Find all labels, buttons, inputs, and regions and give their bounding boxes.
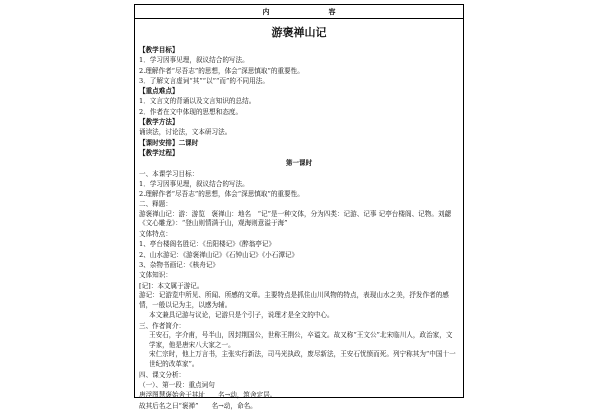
lesson-line: 三、作者简介： xyxy=(139,321,186,330)
lesson-line: （一）、第一段：重点词句 xyxy=(139,381,215,390)
lesson-line: 本文兼具记游与议论，记游只是个引子，说理才是全文的中心。 xyxy=(149,311,334,320)
objective-item: 1．学习因事见理，叙议结合的写法。 xyxy=(139,56,249,65)
lesson-line: 2.理解作者“尽吾志”的思想，体会“深思慎取”的重要性。 xyxy=(139,190,304,199)
key-point-item: 2．作者在文中体现的思想和态度。 xyxy=(139,107,243,116)
lesson-line: 四、课文分析： xyxy=(139,370,186,379)
process-heading: 【教学过程】 xyxy=(139,148,179,157)
lesson-line: 1、亭台楼阁名胜记：《岳阳楼记》《醉翁亭记》 xyxy=(139,240,276,249)
objectives-heading: 【教学目标】 xyxy=(139,46,179,54)
lesson-paragraph: 游记：记游览中所见、所闻、所感的文章。主要特点是抓住山川风物的特点，表现山水之美，抒发作者的感情，一般以记为主，以感为辅。 xyxy=(139,290,449,309)
schedule-value: 二课时 xyxy=(178,138,199,147)
key-point-item: 1．文言文的背诵以及文言知识的总结。 xyxy=(139,97,256,106)
lesson-paragraph: 宋仁宗时，他上万言书，主张实行新法，司马光执政，废尽新法，王安石忧愤而死。列宁称其为“中国十一世纪的改革家”。 xyxy=(149,350,456,369)
lesson-line: 3、杂物书画记：《核舟记》 xyxy=(139,261,220,270)
page-title: 游褒禅山记 xyxy=(271,26,327,39)
lesson-line: 1．学习因事见理，叙议结合的写法。 xyxy=(139,179,249,188)
lesson-line: 文体知识： xyxy=(139,271,172,280)
lesson-line: 文体特点： xyxy=(139,230,172,239)
document-page xyxy=(134,4,464,410)
lesson-line: 故其后名之曰“褒禅” 名→动，命名。 xyxy=(139,401,257,410)
schedule-heading: 【课时安排】 xyxy=(139,138,179,147)
lesson-line: 一、本课学习目标： xyxy=(139,169,199,178)
key-points-heading: 【重点难点】 xyxy=(139,87,179,96)
lesson-line: [记]：本文属于游记。 xyxy=(139,281,204,290)
objective-item: 3．了解文言虚词“其”“以”“而”的不同用法。 xyxy=(139,76,269,85)
objective-item: 2.理解作者“尽吾志”的思想，体会“深思慎取”的重要性。 xyxy=(139,66,304,75)
lesson-heading: 第一课时 xyxy=(285,159,313,168)
methods-text: 诵读法，讨论法，文本研习法。 xyxy=(139,128,232,137)
table-header: 内 容 xyxy=(135,5,463,19)
lesson-paragraph: 王安石，字介甫，号半山，因封荆国公，世称王荆公，卒谥文。故又称“王文公”北宋临川人，政治家，文学家，他是唐宋八大家之一。 xyxy=(149,330,453,349)
lesson-paragraph: 游褒禅山记：游：游览 褒禅山：地名 “记”是一种文体，分为四类：记游、记事 记亭台楼阁、记物。刘勰《文心雕龙》：“登山则情满于山，观海则意溢于海” xyxy=(139,209,452,228)
methods-heading: 【教学方法】 xyxy=(139,118,179,127)
lesson-line: 2、山水游记：《游褒禅山记》《石钟山记》《小石潭记》 xyxy=(139,250,299,259)
document-content xyxy=(135,19,463,413)
lesson-line: 唐浮图慧褒始舍于其址 名→动，筑舍定居。 xyxy=(139,391,277,400)
lesson-line: 二、释题： xyxy=(139,200,172,209)
